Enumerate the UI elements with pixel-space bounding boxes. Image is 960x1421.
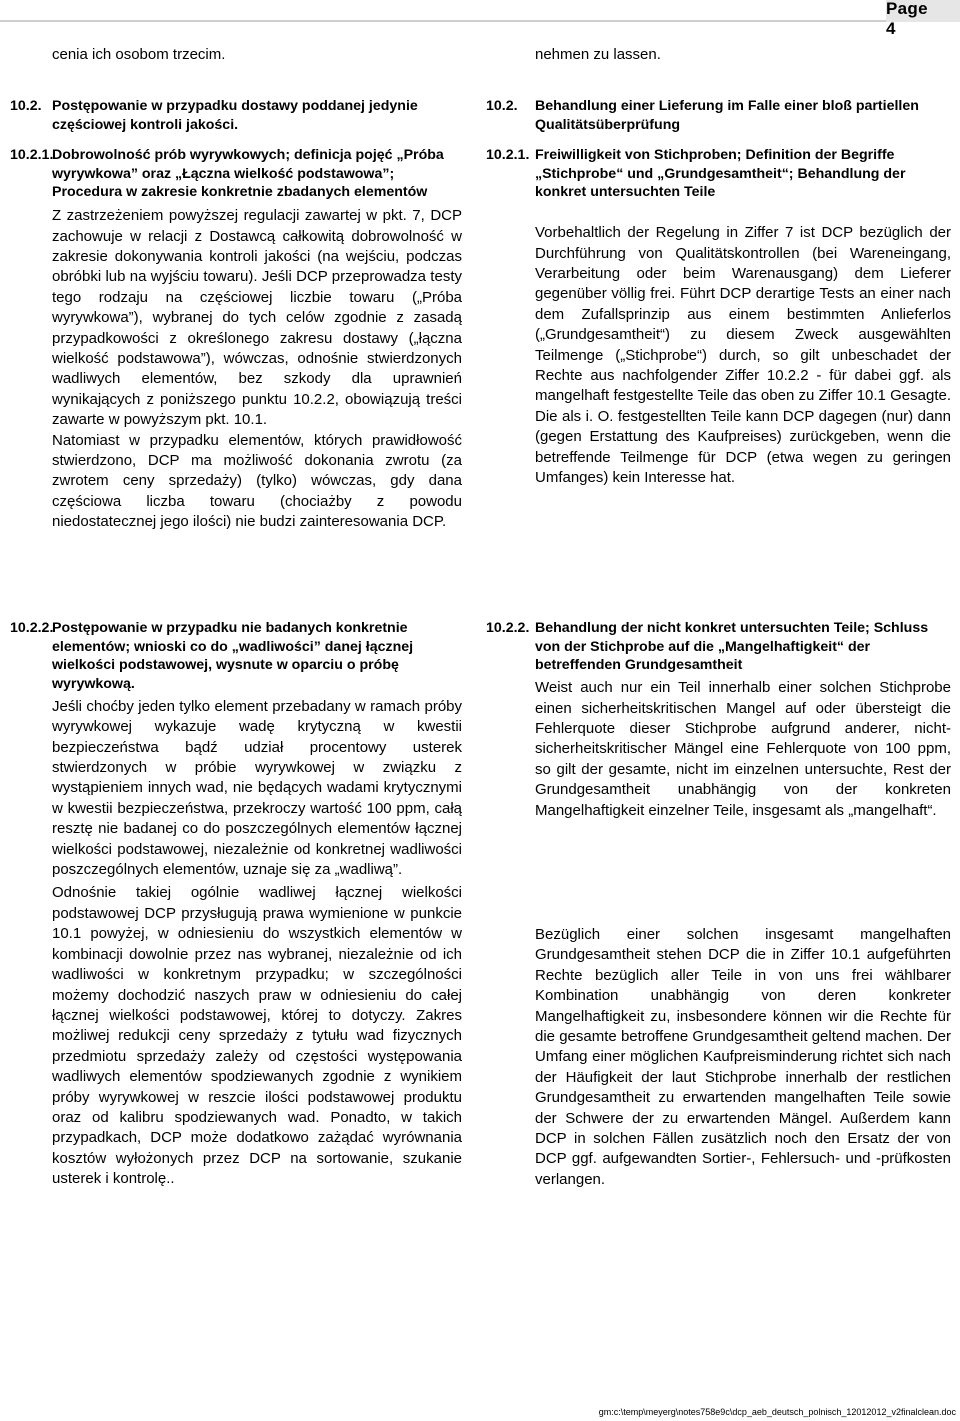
left-section-10-2-1-paragraph-1: Z zastrzeżeniem powyższej regulacji zawartej w pkt. 7, DCP zachowuje w relacji z Dostawcą całkowitą dobrowolność w zakresie dokonywania kontroli jakości (na wejściu, podczas obróbki lub na wyjściu towaru). Jeśli DCP przeprowadza testy tego rodzaju na częściowej liczbie towaru („Próba wyrywkowa”), wybranej do tych celów zgodnie z zasadą przypadkowości z określonego zakresu dostawy („łączna wielkość podstawowa”), wówczas, odnośnie stwierdzonych wadliwych elementów, bez szkody dla uprawnień wynikających z poniższego punktu 10.2.2, obowiązują treści zawarte w powyższym pkt. 10.1. (52, 207, 462, 429)
right-section-10-2-title: Behandlung einer Lieferung im Falle einer bloß partiellen Qualitätsüberprüfung (535, 98, 919, 133)
left-section-10-2-1-paragraph-2: Natomiast w przypadku elementów, których prawidłowość stwierdzono, DCP ma możliwość dokonania zwrotu (za zwrotem ceny sprzedaży) (tylko) wówczas, gdy dana częściowa liczba towaru (chociażby z powodu niedostatecznej jego ilości) nie budzi zainteresowania DCP. (52, 431, 462, 531)
right-continuation (535, 45, 951, 65)
right-section-10-2-1-paragraph: Vorbehaltlich der Regelung in Ziffer 7 ist DCP bezüglich der Durchführung von Qualitätskontrollen (bei Wareneingang, Verarbeitung oder beim Warenausgang) dem Lieferer gegenüber völlig frei. Führt DCP derartige Tests an einer nach dem Zufallsprinzip aus einem bestimmten Anlieferlos („Grundgesamtheit“) zu diesem Zweck ausgewählten Teilmenge („Stichprobe“) durch, so gilt unbeschadet der Rechte aus nachfolgender Ziffer 10.2.2 - für dabei ggf. als mangelhaft festgestellte Teile das oben zu Ziffer 10.1 Gesagte. Die als i. O. festgestellten Teile kann DCP dagegen (nur) dann (gegen Erstattung des Kaufpreises) zurückgeben, wenn die betreffende Teilmenge für DCP (etwa wegen zu geringen Umfanges) kein Interesse hat. (535, 224, 951, 486)
left-continuation (52, 45, 462, 65)
footer-file-path: gm:c:\temp\meyerg\notes758e9c\dcp_aeb_deutsch_polnisch_12012012_v2finalclean.doc (598, 1407, 956, 1417)
right-section-10-2-1-number: 10.2.1. (486, 147, 530, 163)
right-continuation-text: nehmen zu lassen. (535, 46, 661, 63)
left-section-10-2-1 (52, 146, 462, 533)
header-rule (0, 20, 960, 22)
right-section-10-2-2-continued (535, 925, 951, 1190)
left-section-10-2-2 (52, 619, 462, 1190)
left-section-10-2-2-number: 10.2.2. (10, 620, 54, 636)
left-continuation-text: cenia ich osobom trzecim. (52, 46, 226, 63)
left-section-10-2-2-paragraph-2: Odnośnie takiej ogólnie wadliwej łącznej wielkości podstawowej DCP przysługują prawa wymienione w punkcie 10.1 powyżej, w odniesieniu do wszystkich elementów w kombinacji dowolnie przez nas wybranej, niezależnie od ich wadliwości w konkretnym przypadku; w szczególności możemy dochodzić naszych praw w odniesieniu do całej łącznej wielkości podstawowej, której to dotyczy. Zakres możliwej redukcji ceny sprzedaży z tytułu wad fizycznych przedmiotu sprzedaży zależy od częstości występowania wadliwych elementów spodziewanych zgodnie z wynikiem próby wyrywkowej w reszcie ilości podstawowej produktu oraz od kalibru spodziewanych wad. Ponadto, w takich przypadkach, DCP może dodatkowo zażądać wyrównania kosztów wyłożonych przez DCP na sortowanie, szukanie usterek i kontrolę.. (52, 884, 462, 1188)
left-section-10-2-2-title: Postępowanie w przypadku nie badanych konkretnie elementów; wnioski co do „wadliwości” danej łącznej wielkości podstawowej, wysnute w oparciu o próbę wyrywkową. (52, 620, 414, 693)
right-section-10-2 (535, 97, 951, 134)
right-section-10-2-1 (535, 146, 951, 488)
page-number: Page 4 (886, 0, 928, 38)
page-number-tab (886, 0, 960, 38)
right-section-10-2-2-paragraph-2: Bezüglich einer solchen insgesamt mangelhaften Grundgesamtheit stehen DCP die in Ziffer 10.1 aufgeführten Rechte bezüglich aller Teile in von uns frei wählbarer Kombination unabhängig von deren konkreter Mangelhaftigkeit zu, insbesondere können wir die Rechte für die gesamte betroffene Grundgesamtheit geltend machen. Der Umfang einer möglichen Kaufpreisminderung richtet sich nach der Häufigkeit der laut Stichprobe innerhalb der restlichen Grundgesamtheit zu erwartenden mangelhaften Teile sowie der Schwere der zu erwartenden Mängel. Außerdem kann DCP in solchen Fällen zusätzlich noch den Ersatz der von DCP ggf. aufgewandten Sortier-, Fehlersuch- und -prüfkosten verlangen. (535, 926, 951, 1188)
left-section-10-2-title: Postępowanie w przypadku dostawy poddanej jedynie częściowej kontroli jakości. (52, 98, 418, 133)
left-section-10-2-number: 10.2. (10, 98, 42, 114)
right-section-10-2-2-title: Behandlung der nicht konkret untersuchten Teile; Schluss von der Stichprobe auf die „Mangelhaftigkeit“ der betreffenden Grundgesamtheit (535, 620, 929, 674)
left-section-10-2-1-title: Dobrowolność prób wyrywkowych; definicja pojęć „Próba wyrywkowa” oraz „Łączna wielkość podstawowa”; Procedura w zakresie konkretnie zbadanych elementów (52, 147, 444, 201)
right-section-10-2-number: 10.2. (486, 98, 518, 114)
right-section-10-2-1-title: Freiwilligkeit von Stichproben; Definition der Begriffe „Stichprobe“ und „Grundgesamtheit“; Behandlung der konkret untersuchten Teile (535, 147, 906, 201)
left-section-10-2-1-number: 10.2.1. (10, 147, 54, 163)
right-section-10-2-2 (535, 619, 951, 821)
page-header (0, 0, 960, 38)
left-section-10-2-2-paragraph-1: Jeśli choćby jeden tylko element przebadany w ramach próby wyrywkowej wykazuje wadę krytyczną w kwestii bezpieczeństwa bądź udział procentowy usterek stwierdzonych w próbie wyrywkowej w związku z wystąpieniem innych wad, nie będących wadami krytycznymi w kwestii bezpieczeństwa, przekroczy wartość 100 ppm, całą resztę nie badanej co do poszczególnych elementów łącznej wielkości podstawowej, niezależnie od konkretnej wadliwości poszczególnych elementów, uznaje się za „wadliwą”. (52, 697, 462, 879)
left-section-10-2 (52, 97, 462, 134)
right-section-10-2-2-paragraph-1: Weist auch nur ein Teil innerhalb einer solchen Stichprobe einen sicherheitskritischen Mangel auf oder übersteigt die Fehlerquote dieser Stichprobe aufgrund anderer, nicht-sicherheitskritischer Mängel eine Fehlerquote von 100 ppm, so gilt der gesamte, nicht im einzelnen untersuchte, Rest der Grundgesamtheit unabhängig von der konkreten Mangelhaftigkeit einzelner Teile, insgesamt als „mangelhaft“. (535, 679, 951, 819)
right-section-10-2-2-number: 10.2.2. (486, 620, 530, 636)
